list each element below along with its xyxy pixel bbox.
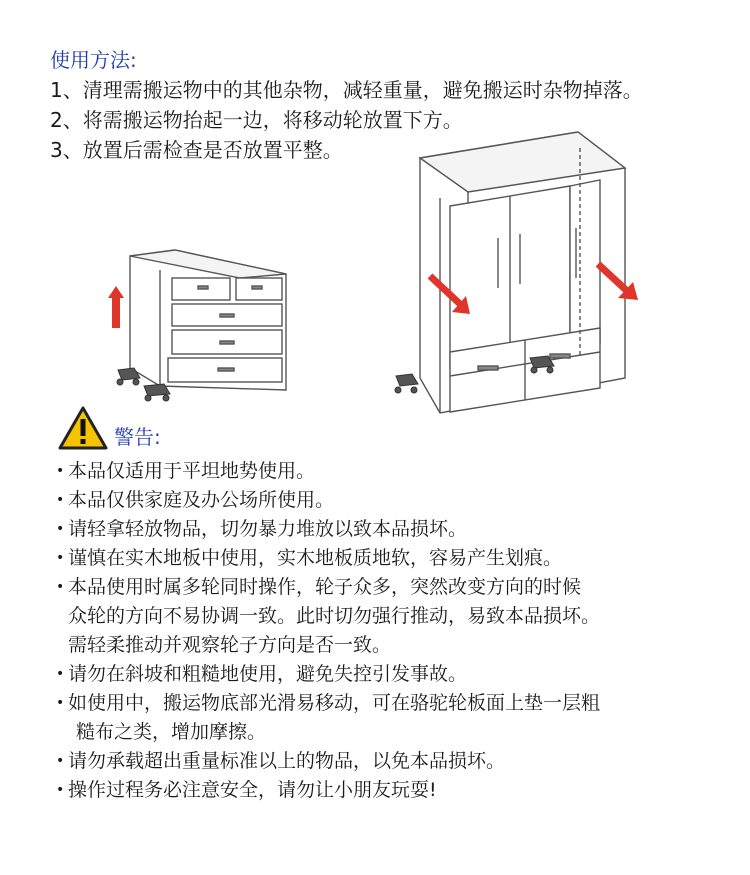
usage-illustration [100, 128, 660, 418]
bullet: • [56, 695, 65, 711]
bullet: • [56, 492, 65, 508]
warning-item-9 [56, 775, 437, 802]
warning-item-6 [56, 659, 467, 686]
wardrobe-illustration [420, 132, 625, 413]
warning-text: 本品使用时属多轮同时操作，轮子众多，突然改变方向的时候 [68, 576, 582, 598]
dresser-illustration [130, 250, 286, 390]
warning-text: 请轻拿轻放物品，切勿暴力堆放以致本品损坏。 [68, 518, 468, 540]
bullet: • [56, 550, 65, 566]
warning-text: 谨慎在实木地板中使用，实木地板质地软，容易产生划痕。 [68, 547, 563, 569]
warning-title: 警告: [114, 425, 161, 449]
usage-step-2: 2、将需搬运物抬起一边，将移动轮放置下方。 [50, 108, 463, 132]
usage-step-1: 1、清理需搬运物中的其他杂物，减轻重量，避免搬运时杂物掉落。 [50, 78, 643, 102]
bullet: • [56, 463, 65, 479]
up-arrow-icon [108, 286, 124, 328]
usage-title: 使用方法: [50, 48, 137, 72]
warning-text: 请勿在斜坡和粗糙地使用，避免失控引发事故。 [68, 663, 468, 685]
warning-item-2 [56, 485, 334, 512]
warning-item-1 [56, 456, 315, 483]
wardrobe-door-right [570, 180, 600, 348]
bullet: • [56, 666, 65, 682]
warning-text: 如使用中，搬运物底部光滑易移动，可在骆驼轮板面上垫一层粗 [68, 692, 601, 714]
warning-text: 请勿承载超出重量标准以上的物品，以免本品损坏。 [68, 750, 506, 772]
warning-text: 本品仅供家庭及办公场所使用。 [68, 489, 335, 511]
bullet: • [56, 521, 65, 537]
warning-item-5-continuation: 众轮的方向不易协调一致。此时切勿强行推动，易致本品损坏。 [68, 605, 601, 627]
usage-step-3: 3、放置后需检查是否放置平整。 [50, 138, 343, 162]
warning-item-7-continuation: 糙布之类，增加摩擦。 [76, 721, 267, 743]
bullet: • [56, 579, 65, 595]
warning-item-5 [56, 572, 581, 599]
warning-item-5-continuation: 需轻柔推动并观察轮子方向是否一致。 [68, 634, 392, 656]
bullet: • [56, 753, 65, 769]
warning-triangle-icon [58, 406, 108, 450]
warning-item-4 [56, 543, 562, 570]
warning-item-8 [56, 746, 505, 773]
bullet: • [56, 782, 65, 798]
warning-text: 操作过程务必注意安全，请勿让小朋友玩耍! [68, 779, 437, 801]
warning-text: 本品仅适用于平坦地势使用。 [68, 460, 316, 482]
warning-item-3 [56, 514, 467, 541]
dolly-right-1 [396, 374, 418, 386]
warning-item-7 [56, 688, 600, 715]
